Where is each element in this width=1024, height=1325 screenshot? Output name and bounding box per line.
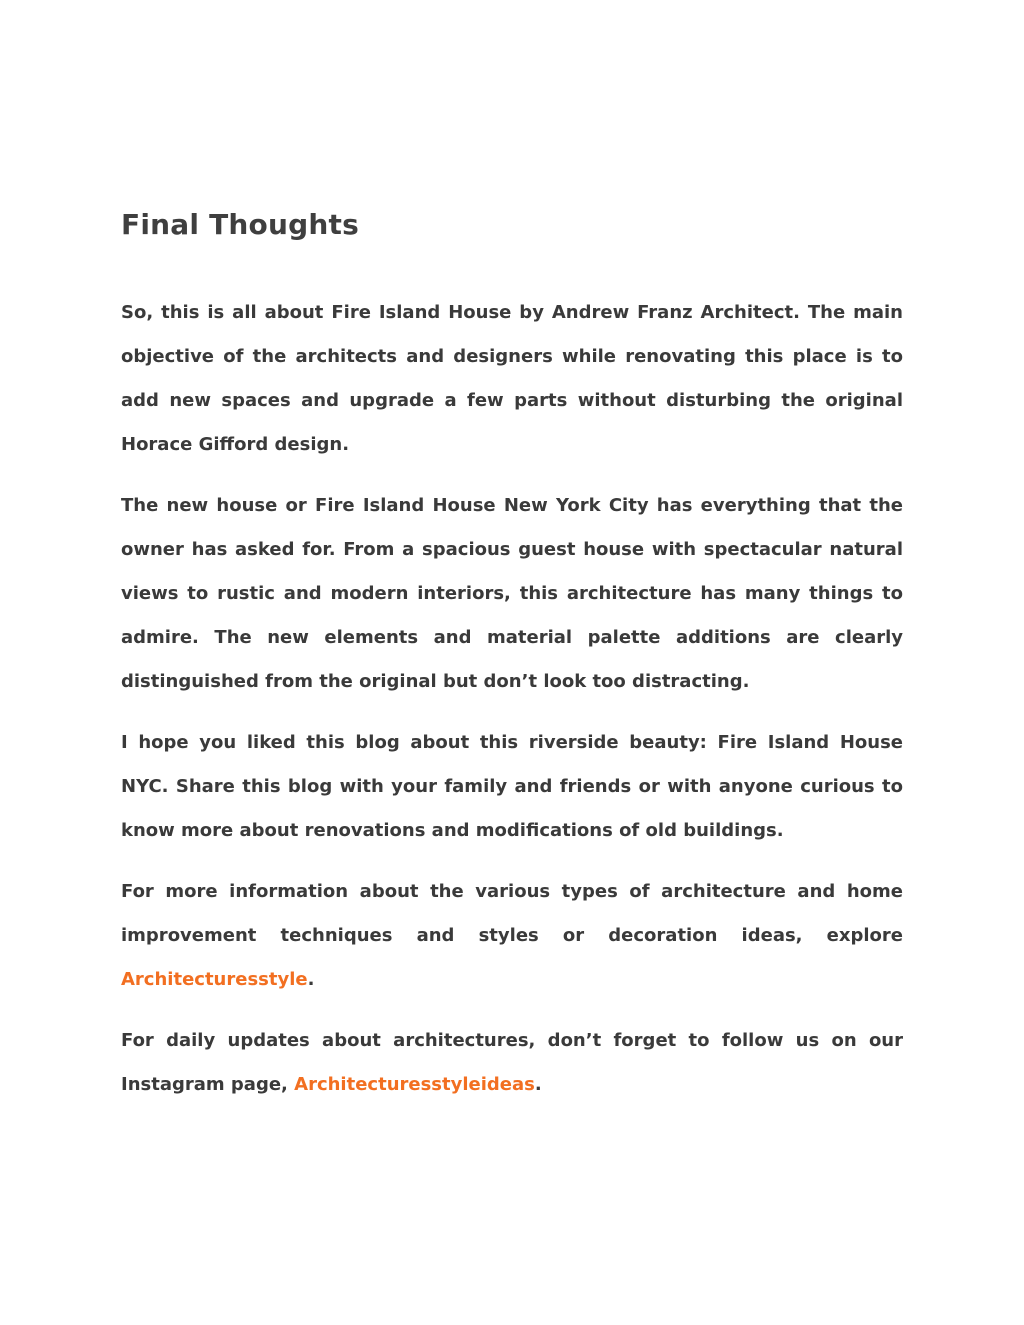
instagram-text: For daily updates about architectures, don’t forget to follow us on our Instagram page,	[121, 1030, 903, 1095]
more-info-text: For more information about the various types of architecture and home improvement techniques and styles or decoration ideas, explore	[121, 881, 903, 946]
paragraph-summary: So, this is all about Fire Island House by Andrew Franz Architect. The main objective of the architects and designers while renovating this place is to add new spaces and upgrade a few parts without disturbing the original Horace Gifford design.	[121, 302, 903, 455]
article-body	[121, 291, 903, 1124]
more-info-period: .	[307, 969, 315, 990]
architecturesstyle-link[interactable]: Architecturesstyle	[121, 969, 308, 990]
page-title: Final Thoughts	[121, 208, 359, 241]
instagram-period: .	[534, 1074, 542, 1095]
paragraph-house-features: The new house or Fire Island House New York City has everything that the owner has asked for. From a spacious guest house with spectacular natural views to rustic and modern interiors, this architecture has many things to admire. The new elements and material palette additions are clearly distinguished from the original but don’t look too distracting.	[121, 495, 903, 692]
paragraph-share: I hope you liked this blog about this riverside beauty: Fire Island House NYC. Share this blog with your family and friends or with anyone curious to know more about renovations and modifications of old buildings.	[121, 732, 903, 841]
instagram-link[interactable]: Architecturesstyleideas	[294, 1074, 535, 1095]
paragraph-instagram	[121, 1019, 903, 1107]
paragraph-more-info	[121, 870, 903, 1002]
